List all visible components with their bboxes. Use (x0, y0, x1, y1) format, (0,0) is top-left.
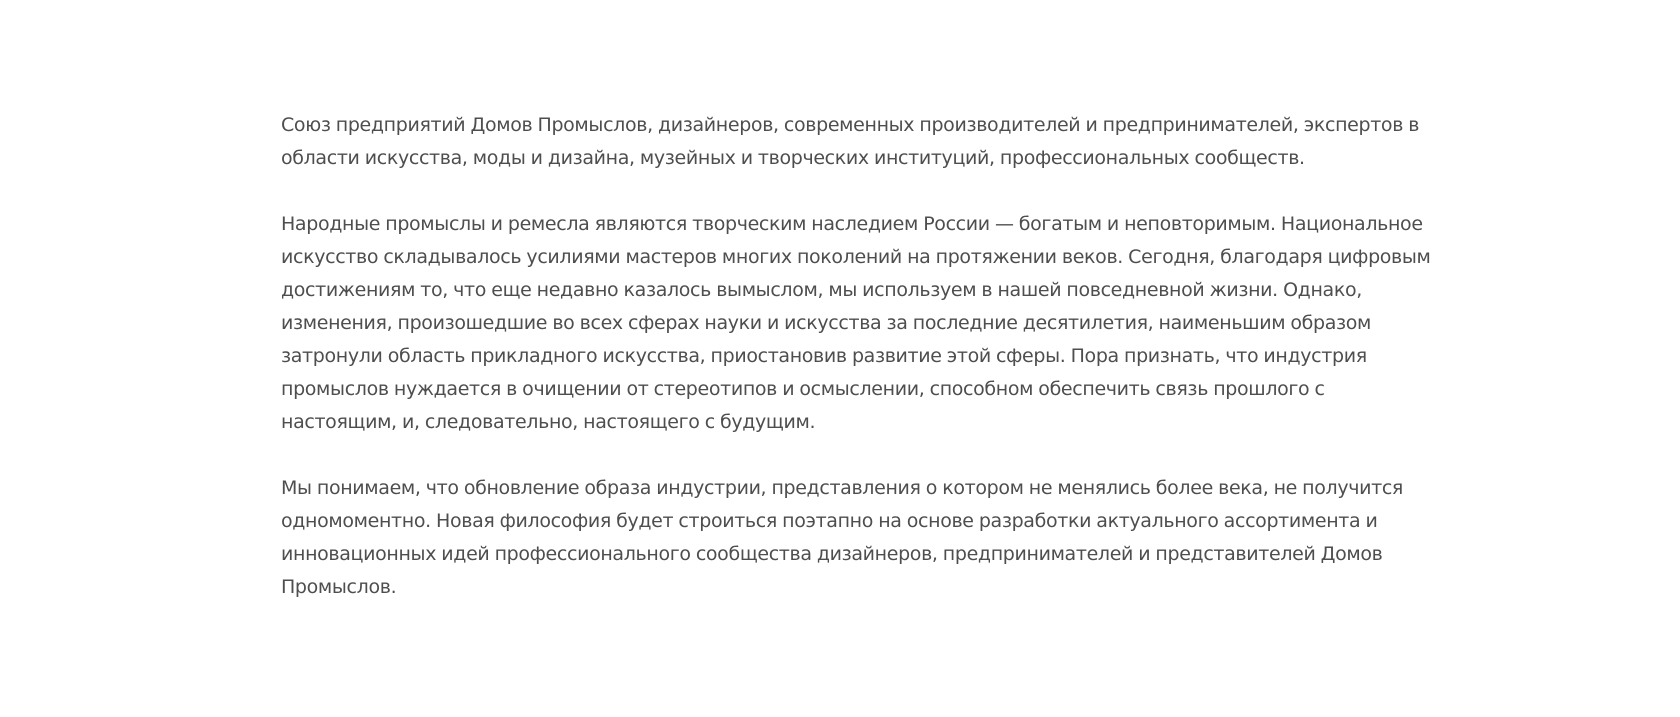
text-line: инновационных идей профессионального сообщества дизайнеров, предпринимателей и представителей Домов (281, 543, 1383, 565)
text-line: области искусства, моды и дизайна, музейных и творческих институций, профессиональных сообществ. (281, 147, 1305, 169)
text-line: настоящим, и, следовательно, настоящего с будущим. (281, 411, 816, 433)
about-text-block (281, 109, 1431, 637)
text-line: Мы понимаем, что обновление образа индустрии, представления о котором не менялись более века, не получится (281, 477, 1403, 499)
text-line: Народные промыслы и ремесла являются творческим наследием России — богатым и неповторимым. Национальное (281, 213, 1423, 235)
paragraph-union-description (281, 109, 1420, 175)
text-line: искусство складывалось усилиями мастеров многих поколений на протяжении веков. Сегодня, благодаря цифровым (281, 246, 1431, 268)
text-line: затронули область прикладного искусства, приостановив развитие этой сферы. Пора признать, что индустрия (281, 345, 1367, 367)
text-line: Промыслов. (281, 576, 397, 598)
paragraph-crafts-heritage (281, 208, 1431, 439)
text-line: достижениям то, что еще недавно казалось вымыслом, мы используем в нашей повседневной жизни. Однако, (281, 279, 1362, 301)
paragraph-industry-renewal (281, 472, 1411, 604)
text-line: Союз предприятий Домов Промыслов, дизайнеров, современных производителей и предпринимателей, экспертов в (281, 114, 1420, 136)
text-line: изменения, произошедшие во всех сферах науки и искусства за последние десятилетия, наименьшим образом (281, 312, 1372, 334)
text-line: промыслов нуждается в очищении от стереотипов и осмыслении, способном обеспечить связь прошлого с (281, 378, 1325, 400)
text-line: одномоментно. Новая философия будет строиться поэтапно на основе разработки актуального ассортимента и (281, 510, 1378, 532)
